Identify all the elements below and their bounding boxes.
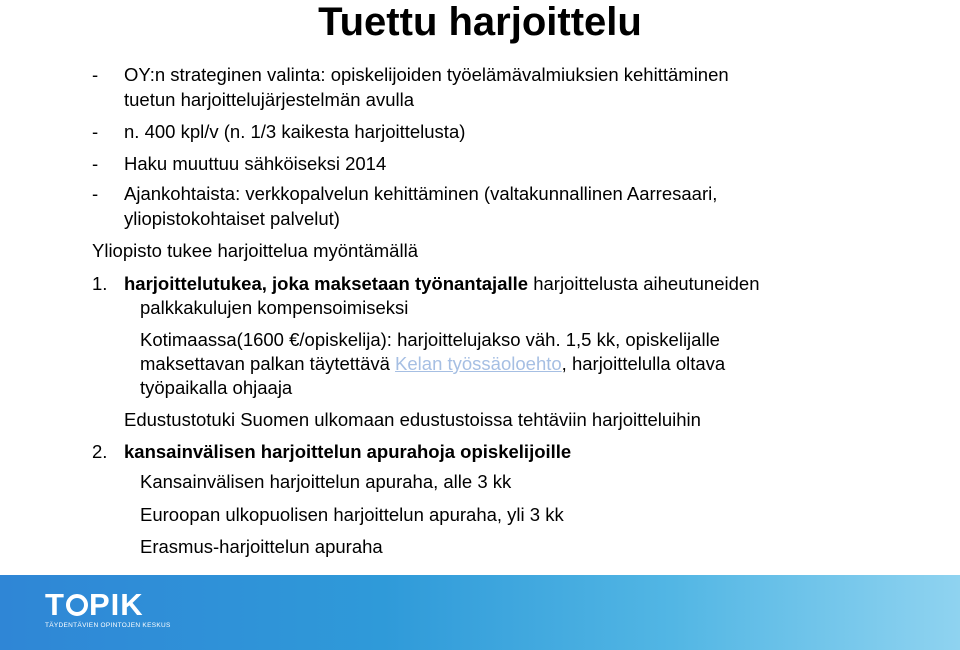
domestic-support-line2 <box>140 353 725 375</box>
logo-wordmark <box>45 589 171 621</box>
kela-link[interactable]: Kelan työssäoloehto <box>395 353 562 374</box>
item-number: 1. <box>92 273 108 294</box>
item-bold-text: harjoittelutukea, joka maksetaan työnantajalle <box>124 273 529 294</box>
bullet-marker: - <box>92 153 99 174</box>
logo-letters-left: T <box>45 587 65 622</box>
sub-item: Euroopan ulkopuolisen harjoittelun apuraha, yli 3 kk <box>140 504 564 525</box>
sub-item: Erasmus-harjoittelun apuraha <box>140 536 383 557</box>
topik-logo <box>45 589 171 630</box>
footer-bar <box>0 575 960 650</box>
bullet-text-continued: tuetun harjoittelujärjestelmän avulla <box>124 89 415 110</box>
item-number: 2. <box>92 441 108 462</box>
ring-icon <box>66 594 88 616</box>
sub-item: Kansainvälisen harjoittelun apuraha, alle 3 kk <box>140 471 512 492</box>
domestic-text-post: , harjoittelulla oltava <box>561 353 726 374</box>
domestic-support-text: Kotimaassa(1600 €/opiskelija): harjoittelujakso väh. 1,5 kk, opiskelijalle <box>140 329 720 350</box>
item-bold-text: kansainvälisen harjoittelun apurahoja opiskelijoille <box>124 441 572 462</box>
domestic-text-pre: maksettavan palkan täytettävä <box>140 353 396 374</box>
bullet-text: Haku muuttuu sähköiseksi 2014 <box>124 153 387 174</box>
bullet-text-continued: yliopistokohtaiset palvelut) <box>124 208 340 229</box>
logo-letters-right: PIK <box>88 587 144 622</box>
embassy-support-text: Edustustotuki Suomen ulkomaan edustustoissa tehtäviin harjoitteluihin <box>124 409 701 430</box>
item-text: harjoittelusta aiheutuneiden <box>528 273 760 294</box>
support-heading: Yliopisto tukee harjoittelua myöntämällä <box>92 240 418 261</box>
bullet-marker: - <box>92 121 99 142</box>
logo-subtitle: TÄYDENTÄVIEN OPINTOJEN KESKUS <box>45 622 171 629</box>
slide-title: Tuettu harjoittelu <box>318 0 642 44</box>
item-text-continued: palkkakulujen kompensoimiseksi <box>140 297 409 318</box>
bullet-text: n. 400 kpl/v (n. 1/3 kaikesta harjoittelusta) <box>124 121 466 142</box>
domestic-support-line3: työpaikalla ohjaaja <box>140 377 293 398</box>
bullet-marker: - <box>92 183 99 204</box>
bullet-marker: - <box>92 64 99 85</box>
bullet-text: OY:n strateginen valinta: opiskelijoiden työelämävalmiuksien kehittäminen <box>124 64 729 85</box>
bullet-text: Ajankohtaista: verkkopalvelun kehittäminen (valtakunnallinen Aarresaari, <box>124 183 718 204</box>
